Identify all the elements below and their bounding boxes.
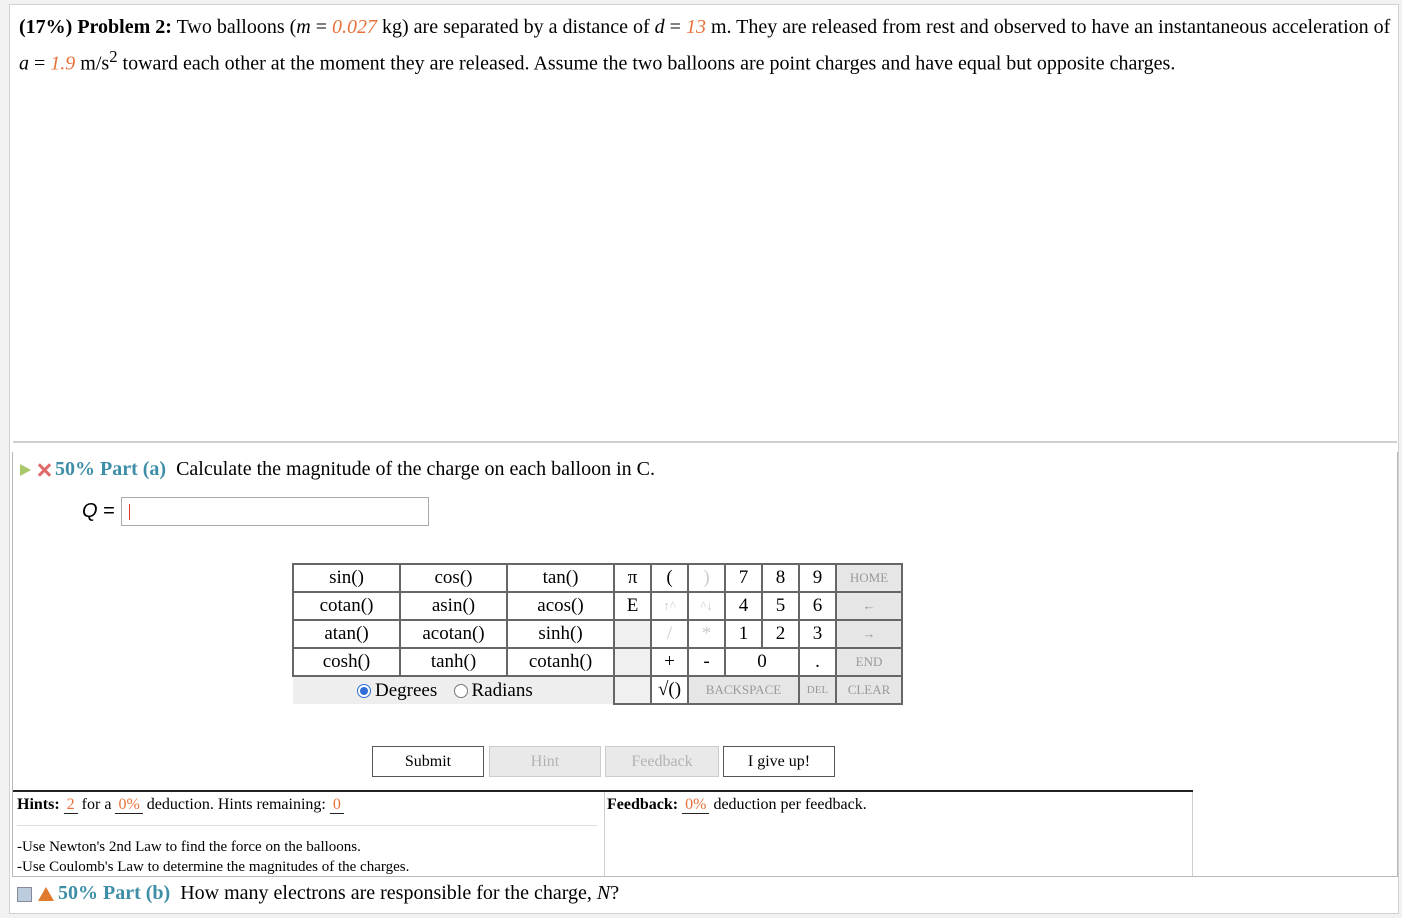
- key-multiply[interactable]: *: [688, 620, 725, 648]
- part-b-var: N: [596, 882, 611, 904]
- key-atan[interactable]: atan(): [293, 620, 400, 648]
- degrees-radio[interactable]: [357, 684, 371, 698]
- key-left[interactable]: ←: [836, 592, 902, 620]
- problem-statement: [19, 12, 1394, 79]
- key-cotanh[interactable]: cotanh(): [507, 648, 614, 676]
- equals: =: [29, 52, 51, 75]
- accel-symbol: a: [19, 52, 29, 75]
- part-b-question: How many electrons are responsible for the charge,: [180, 882, 597, 904]
- key-cotan[interactable]: cotan(): [293, 592, 400, 620]
- part-a-percent: 50% Part (a): [55, 458, 167, 480]
- hint-item: -Use Coulomb's Law to determine the magnitudes of the charges.: [17, 859, 410, 875]
- problem-text: Two balloons (: [176, 16, 297, 38]
- hints-summary: [17, 796, 344, 814]
- hint-button[interactable]: Hint: [489, 746, 601, 777]
- key-acos[interactable]: acos(): [507, 592, 614, 620]
- accel-value: 1.9: [50, 52, 76, 75]
- key-1[interactable]: 1: [725, 620, 762, 648]
- feedback-label: Feedback:: [607, 796, 679, 813]
- key-minus[interactable]: -: [688, 648, 725, 676]
- key-backspace[interactable]: BACKSPACE: [688, 676, 799, 704]
- part-a-header: [20, 456, 655, 482]
- mass-value: 0.027: [332, 16, 378, 38]
- key-sinh[interactable]: sinh(): [507, 620, 614, 648]
- calculator-keypad: [292, 563, 903, 705]
- key-subscript[interactable]: ^↓: [688, 592, 725, 620]
- equals: =: [310, 16, 333, 38]
- hints-text: for a: [77, 796, 116, 813]
- key-5[interactable]: 5: [762, 592, 799, 620]
- text-caret: [129, 504, 130, 520]
- hint-item: -Use Newton's 2nd Law to find the force on the balloons.: [17, 839, 361, 855]
- problem-text: toward each other at the moment they are released. Assume the two balloons are point charges and have equal but opposite charges.: [117, 52, 1176, 75]
- answer-input[interactable]: [121, 497, 429, 526]
- key-0[interactable]: 0: [725, 648, 799, 676]
- feedback-deduction: 0%: [682, 796, 709, 814]
- part-b-header: [17, 880, 619, 906]
- part-b-percent[interactable]: 50% Part (b): [58, 882, 171, 904]
- key-end[interactable]: END: [836, 648, 902, 676]
- key-dot[interactable]: .: [799, 648, 836, 676]
- give-up-button[interactable]: I give up!: [723, 746, 835, 777]
- key-pi[interactable]: π: [614, 564, 651, 592]
- key-right[interactable]: →: [836, 620, 902, 648]
- key-asin[interactable]: asin(): [400, 592, 507, 620]
- divider: [1192, 792, 1193, 876]
- hint-list: [17, 837, 409, 877]
- key-6[interactable]: 6: [799, 592, 836, 620]
- key-tan[interactable]: tan(): [507, 564, 614, 592]
- key-divide[interactable]: /: [651, 620, 688, 648]
- key-superscript[interactable]: ↑^: [651, 592, 688, 620]
- key-4[interactable]: 4: [725, 592, 762, 620]
- answer-label: [82, 500, 115, 523]
- feedback-button[interactable]: Feedback: [605, 746, 719, 777]
- radians-radio[interactable]: [454, 684, 468, 698]
- key-sin[interactable]: sin(): [293, 564, 400, 592]
- degrees-label: Degrees: [375, 679, 438, 701]
- problem-title: Problem 2:: [77, 16, 172, 38]
- key-blank: [614, 648, 651, 676]
- distance-symbol: d: [654, 16, 665, 38]
- problem-text: m. They are released from rest and observed to have an instantaneous acceleration of: [705, 16, 1391, 38]
- accel-unit-exponent: 2: [109, 47, 118, 66]
- key-home[interactable]: HOME: [836, 564, 902, 592]
- key-E[interactable]: E: [614, 592, 651, 620]
- key-blank: [614, 620, 651, 648]
- hints-count: 2: [64, 796, 78, 814]
- distance-value: 13: [685, 16, 706, 38]
- key-clear[interactable]: CLEAR: [836, 676, 902, 704]
- separator: [13, 441, 1397, 443]
- key-7[interactable]: 7: [725, 564, 762, 592]
- key-rparen[interactable]: ): [688, 564, 725, 592]
- mass-symbol: m: [296, 16, 311, 38]
- key-cosh[interactable]: cosh(): [293, 648, 400, 676]
- incorrect-icon: [37, 463, 51, 477]
- problem-text: kg) are separated by a distance of: [377, 16, 655, 38]
- hint-deduction: 0%: [115, 796, 142, 814]
- submit-button[interactable]: Submit: [372, 746, 484, 777]
- hint-divider: [17, 825, 597, 826]
- part-b-end: ?: [610, 882, 620, 904]
- part-a-question: Calculate the magnitude of the charge on each balloon in C.: [176, 458, 655, 480]
- answer-eq: =: [97, 500, 115, 522]
- key-3[interactable]: 3: [799, 620, 836, 648]
- warning-icon: [38, 887, 54, 901]
- key-plus[interactable]: +: [651, 648, 688, 676]
- key-del[interactable]: DEL: [799, 676, 836, 704]
- key-cos[interactable]: cos(): [400, 564, 507, 592]
- key-2[interactable]: 2: [762, 620, 799, 648]
- collapse-icon[interactable]: [17, 887, 32, 902]
- key-8[interactable]: 8: [762, 564, 799, 592]
- key-lparen[interactable]: (: [651, 564, 688, 592]
- angle-mode: [293, 676, 614, 704]
- feedback-summary: [607, 796, 867, 814]
- hints-text: deduction. Hints remaining:: [142, 796, 330, 813]
- key-9[interactable]: 9: [799, 564, 836, 592]
- problem-weight: (17%): [19, 16, 73, 38]
- hint-bar: [13, 790, 1193, 792]
- answer-var: Q: [82, 500, 98, 522]
- equals: =: [664, 16, 686, 38]
- key-sqrt[interactable]: √(): [651, 676, 688, 704]
- key-acotan[interactable]: acotan(): [400, 620, 507, 648]
- divider: [604, 792, 605, 876]
- accel-unit: m/s: [75, 52, 110, 75]
- expand-arrow-icon[interactable]: [20, 464, 31, 476]
- key-blank: [614, 676, 651, 704]
- hints-label: Hints:: [17, 796, 60, 813]
- radians-label: Radians: [471, 679, 533, 701]
- hints-remaining: 0: [330, 796, 344, 814]
- key-tanh[interactable]: tanh(): [400, 648, 507, 676]
- feedback-text: deduction per feedback.: [709, 796, 867, 813]
